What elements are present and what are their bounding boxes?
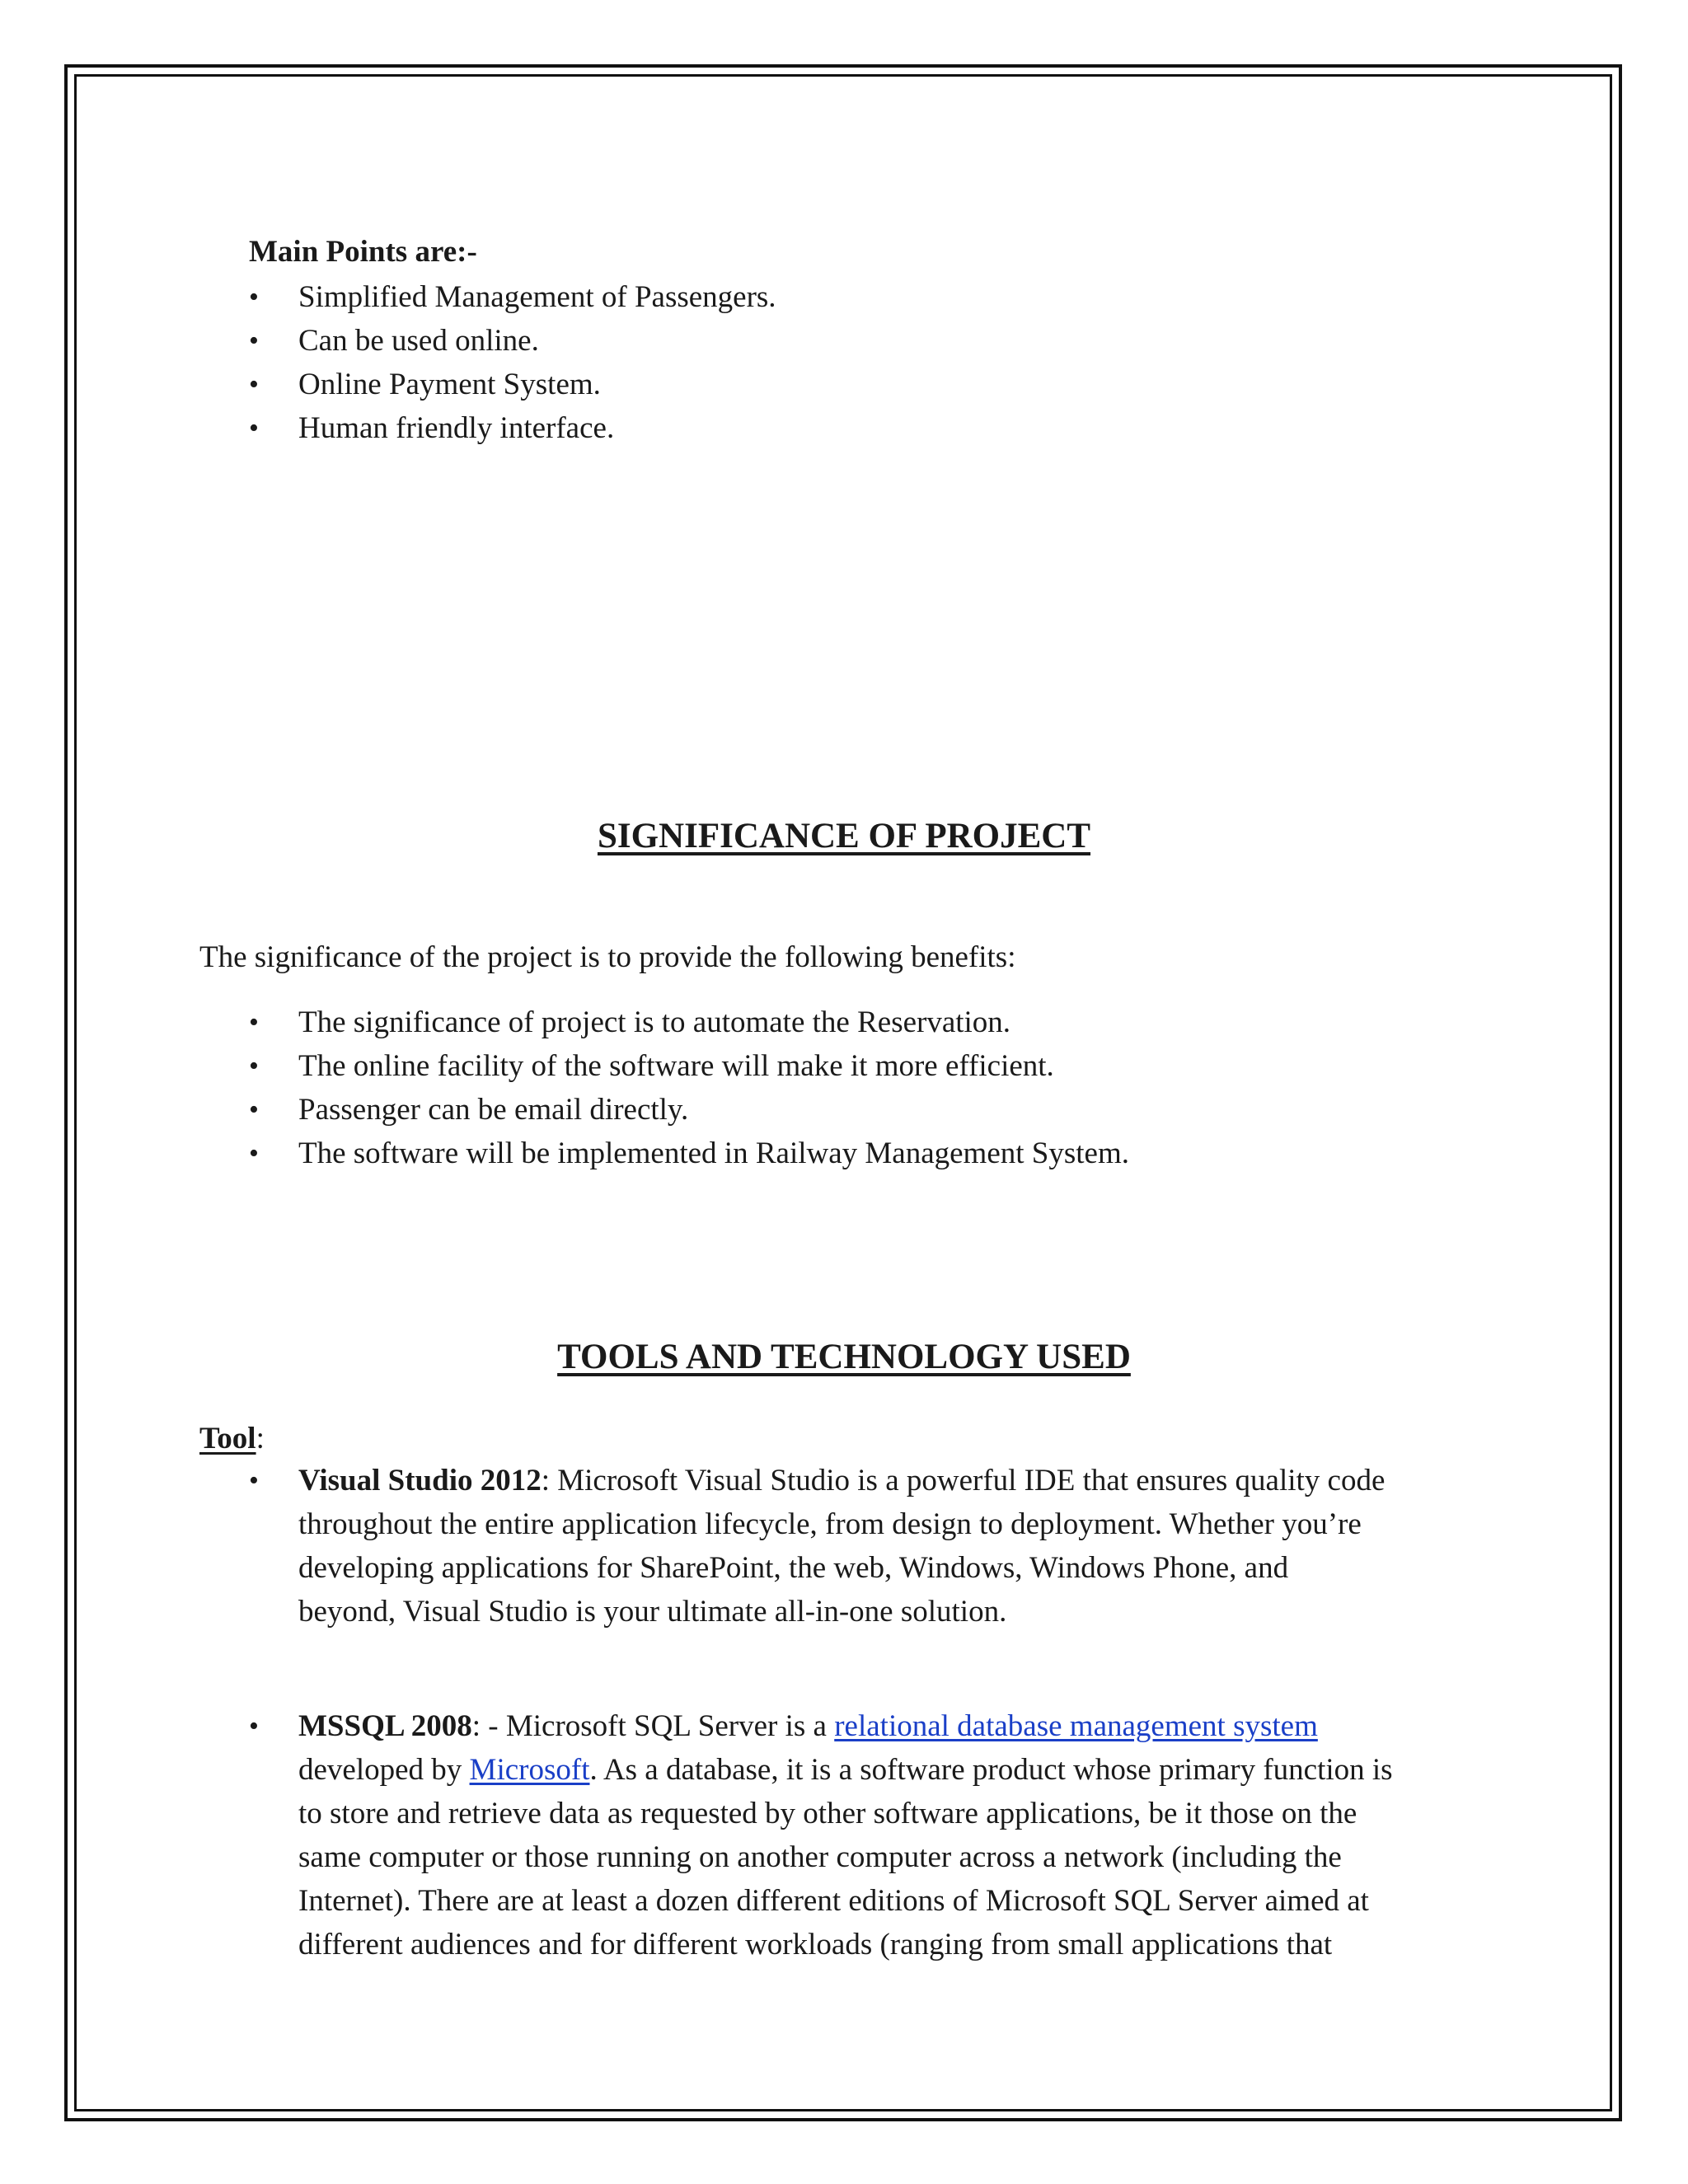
- bullet-icon: •: [249, 369, 259, 400]
- significance-title: SIGNIFICANCE OF PROJECT: [597, 817, 1091, 855]
- mssql-name: MSSQL 2008: [298, 1709, 472, 1743]
- visual-studio-item: • Visual Studio 2012: Microsoft Visual Studio is a powerful IDE that ensures quality code throughout the entire application lifecycle, from design to deployment. Whether you’re developing applications for SharePoint, the web, Windows, Windows Phone, and beyond, Visual Studio is your ultimate all-in-one solution.: [249, 1459, 1502, 1633]
- tool-label: Tool:: [199, 1422, 265, 1455]
- list-item: • The online facility of the software will make it more efficient.: [249, 1044, 1485, 1088]
- main-points-list: [249, 275, 1485, 450]
- bullet-icon: •: [249, 1094, 259, 1125]
- mssql-item: • MSSQL 2008: - Microsoft SQL Server is a relational database management system developed by Microsoft. As a database, it is a software product whose primary function is to store and retrieve data as requested by other software applications, be it those on the same computer or those running on another computer across a network (including the Internet). There are at least a dozen different editions of Microsoft SQL Server aimed at different audiences and for different workloads (ranging from small applications that: [249, 1704, 1502, 1966]
- list-item: • Passenger can be email directly.: [249, 1088, 1485, 1132]
- significance-intro: The significance of the project is to provide the following benefits:: [199, 940, 1016, 974]
- significance-list: [249, 1001, 1485, 1175]
- list-item: • Human friendly interface.: [249, 406, 1485, 450]
- visual-studio-name: Visual Studio 2012: [298, 1464, 542, 1497]
- tools-title: TOOLS AND TECHNOLOGY USED: [557, 1338, 1131, 1376]
- bullet-icon: •: [249, 1007, 259, 1038]
- bullet-icon: •: [249, 326, 259, 356]
- list-item: • The software will be implemented in Railway Management System.: [249, 1132, 1485, 1175]
- microsoft-link[interactable]: Microsoft: [469, 1753, 590, 1787]
- bullet-icon: •: [249, 282, 259, 312]
- list-item: • Can be used online.: [249, 319, 1485, 363]
- bullet-icon: •: [249, 1051, 259, 1081]
- bullet-icon: •: [249, 1138, 259, 1169]
- bullet-icon: •: [249, 1711, 259, 1741]
- list-item: • Simplified Management of Passengers.: [249, 275, 1485, 319]
- list-item: • The significance of project is to automate the Reservation.: [249, 1001, 1485, 1044]
- list-item: • Online Payment System.: [249, 363, 1485, 406]
- rdbms-link[interactable]: relational database management system: [834, 1709, 1318, 1743]
- bullet-icon: •: [249, 1465, 259, 1496]
- bullet-icon: •: [249, 413, 259, 443]
- main-points-heading: Main Points are:-: [249, 235, 477, 269]
